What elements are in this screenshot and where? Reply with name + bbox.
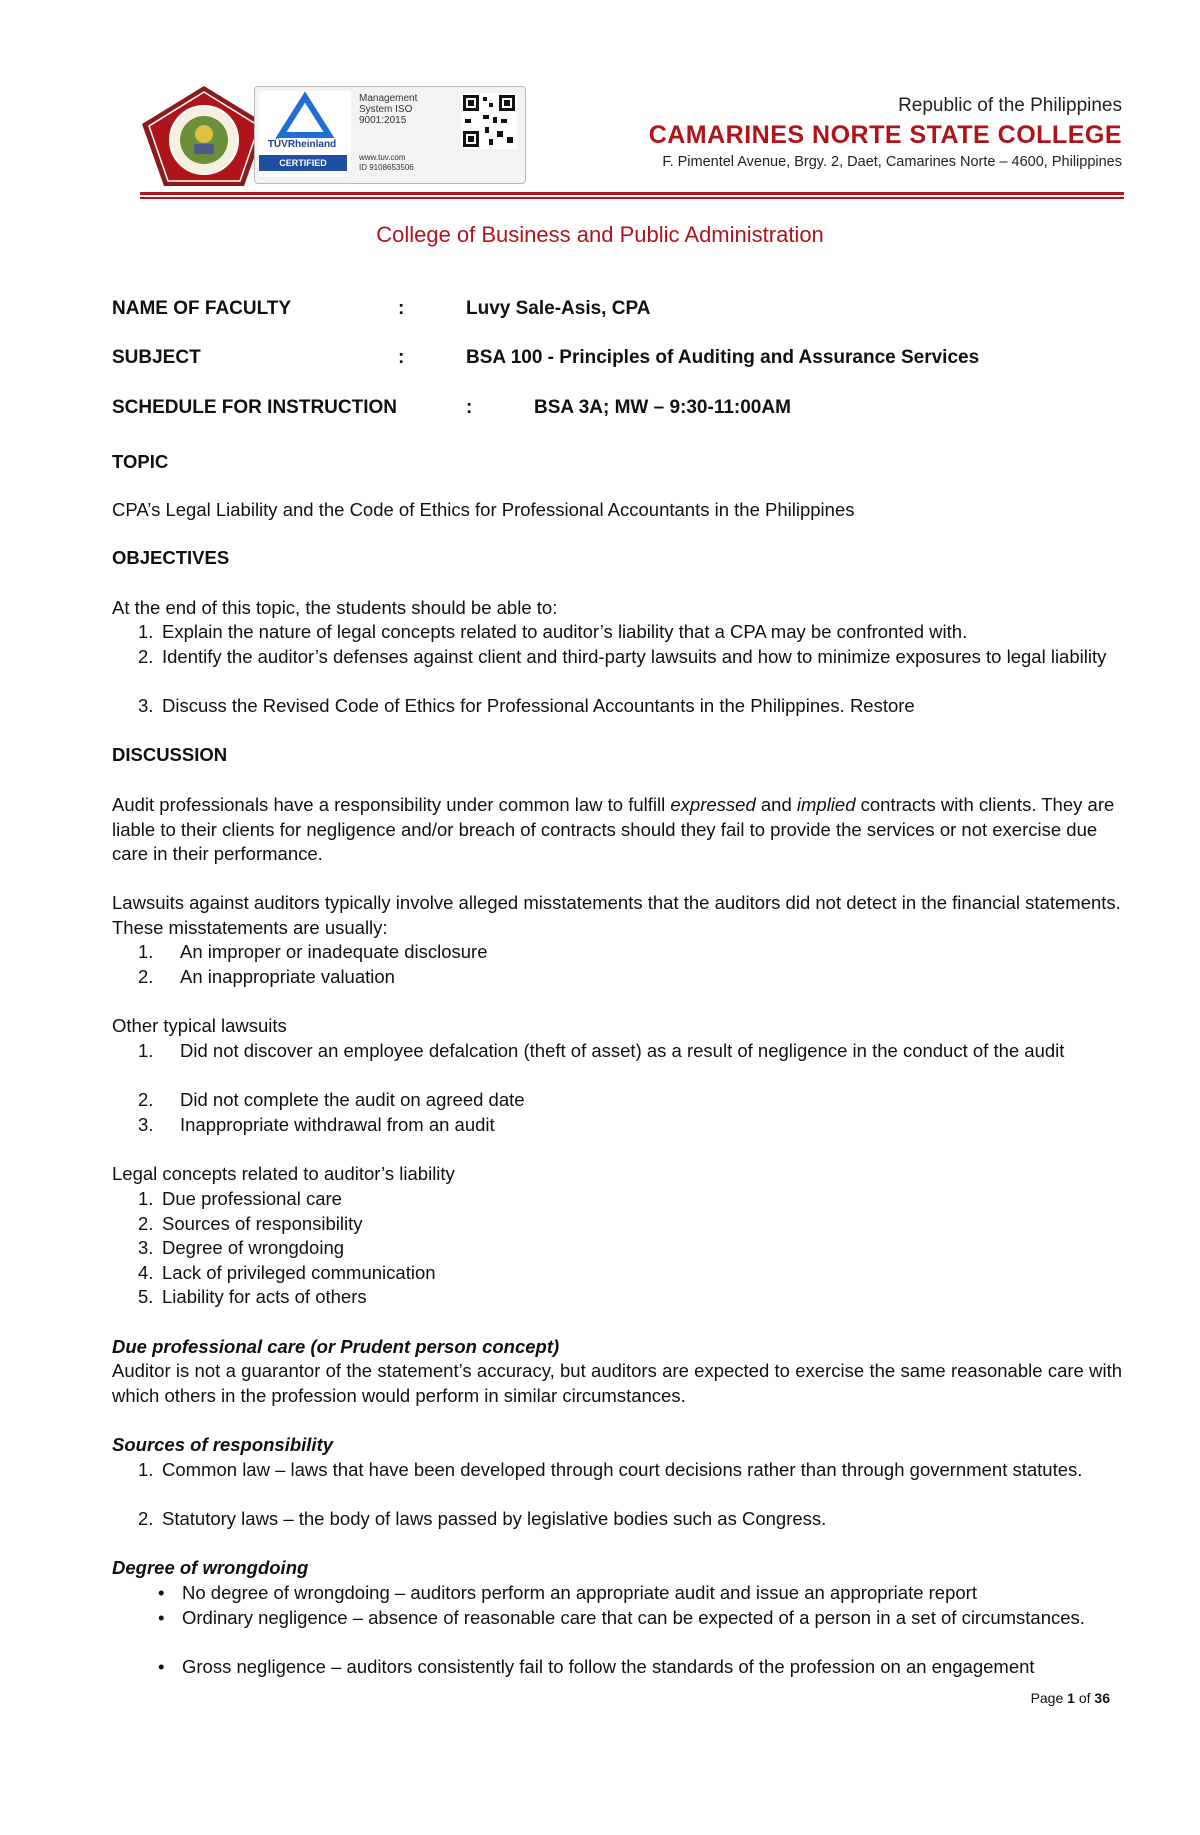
para1-emphasis-expressed: expressed — [670, 794, 756, 815]
other-lawsuits-intro: Other typical lawsuits — [112, 1015, 287, 1036]
iso-certification-badge — [254, 86, 526, 184]
due-care-text: Auditor is not a guarantor of the statement’s accuracy, but auditors are expected to exercise the same reasonable care with which others in the profession would perform in similar circumstances. — [112, 1360, 1122, 1406]
faculty-colon: : — [398, 298, 405, 319]
bullet-icon: • — [158, 1656, 165, 1677]
discussion-paragraph-1 — [112, 793, 1122, 867]
wrongdoing-text: Ordinary negligence – absence of reasonable care that can be expected of a person in a set of circumstances. — [182, 1607, 1085, 1628]
source-num: 1. — [138, 1459, 154, 1480]
qr-code-icon — [461, 93, 517, 149]
faculty-label: NAME OF FACULTY — [112, 298, 292, 319]
other-lawsuit-num: 3. — [138, 1114, 154, 1135]
bullet-icon: • — [158, 1607, 165, 1628]
objective-text: Discuss the Revised Code of Ethics for Professional Accountants in the Philippines. Restore — [162, 695, 915, 716]
legal-concept-num: 3. — [138, 1237, 154, 1258]
wrongdoing-text: Gross negligence – auditors consistently fail to follow the standards of the profession on an engagement — [182, 1656, 1035, 1677]
subject-value: BSA 100 - Principles of Auditing and Assurance Services — [466, 347, 980, 368]
header-divider — [140, 192, 1124, 200]
page-word: Page — [1030, 1690, 1064, 1706]
iso-web-info — [359, 153, 414, 173]
college-address: F. Pimentel Avenue, Brgy. 2, Daet, Camarines Norte – 4600, Philippines — [662, 154, 1122, 170]
sources-heading: Sources of responsibility — [112, 1434, 334, 1455]
discussion-heading: DISCUSSION — [112, 744, 228, 765]
topic-heading: TOPIC — [112, 451, 169, 472]
schedule-colon: : — [466, 397, 473, 418]
para1-emphasis-implied: implied — [796, 794, 856, 815]
source-text: Common law – laws that have been developed through court decisions rather than through government statutes. — [162, 1459, 1083, 1480]
faculty-value: Luvy Sale-Asis, CPA — [466, 298, 651, 319]
legal-concept-text: Lack of privileged communication — [162, 1262, 436, 1283]
legal-concept-num: 5. — [138, 1286, 154, 1307]
para1-text-a: Audit professionals have a responsibility under common law to fulfill — [112, 794, 671, 815]
legal-concept-num: 4. — [138, 1262, 154, 1283]
topic-text: CPA’s Legal Liability and the Code of Ethics for Professional Accountants in the Philippines — [112, 499, 855, 520]
republic-label: Republic of the Philippines — [898, 95, 1122, 116]
legal-concept-text: Liability for acts of others — [162, 1286, 367, 1307]
source-text: Statutory laws – the body of laws passed by legislative bodies such as Congress. — [162, 1508, 827, 1529]
legal-concept-num: 1. — [138, 1188, 154, 1209]
college-seal-icon — [138, 84, 270, 188]
other-lawsuit-num: 2. — [138, 1089, 154, 1110]
source-num: 2. — [138, 1508, 154, 1529]
iso-id: ID 9108653506 — [359, 163, 414, 172]
department-title: College of Business and Public Administration — [376, 222, 824, 247]
wrongdoing-heading: Degree of wrongdoing — [112, 1557, 309, 1578]
discussion-paragraph-2: Lawsuits against auditors typically involve alleged misstatements that the auditors did not detect in the financial statements. These misstatements are usually: — [112, 892, 1121, 938]
objective-text: Identify the auditor’s defenses against client and third-party lawsuits and how to minimize exposures to legal liability — [162, 646, 1107, 667]
legal-concept-num: 2. — [138, 1213, 154, 1234]
objectives-intro: At the end of this topic, the students should be able to: — [112, 597, 558, 618]
objective-num: 1. — [138, 621, 154, 642]
of-word: of — [1078, 1690, 1091, 1706]
other-lawsuit-text: Inappropriate withdrawal from an audit — [180, 1114, 495, 1135]
page-number: 1 — [1067, 1690, 1075, 1706]
legal-concepts-intro: Legal concepts related to auditor’s liability — [112, 1163, 455, 1184]
college-header — [649, 94, 1122, 172]
objective-num: 2. — [138, 646, 154, 667]
legal-concept-text: Degree of wrongdoing — [162, 1237, 345, 1258]
other-lawsuit-text: Did not complete the audit on agreed date — [180, 1089, 525, 1110]
objectives-heading: OBJECTIVES — [112, 547, 230, 568]
misstatement-num: 2. — [138, 966, 154, 987]
misstatement-num: 1. — [138, 941, 154, 962]
misstatement-text: An improper or inadequate disclosure — [180, 941, 488, 962]
subject-label: SUBJECT — [112, 347, 201, 368]
subject-colon: : — [398, 347, 405, 368]
objective-text: Explain the nature of legal concepts related to auditor’s liability that a CPA may be confronted with. — [162, 621, 968, 642]
para1-text-b: and — [755, 794, 797, 815]
legal-concept-text: Due professional care — [162, 1188, 342, 1209]
legal-concept-text: Sources of responsibility — [162, 1213, 363, 1234]
tuv-brand-label: TÜVRheinland — [267, 139, 337, 150]
schedule-value: BSA 3A; MW – 9:30-11:00AM — [534, 397, 791, 418]
other-lawsuit-text: Did not discover an employee defalcation (theft of asset) as a result of negligence in the conduct of the audit — [180, 1040, 1065, 1061]
college-name: CAMARINES NORTE STATE COLLEGE — [648, 121, 1122, 149]
misstatement-text: An inappropriate valuation — [180, 966, 395, 987]
management-system-label: Management System ISO 9001:2015 — [359, 93, 418, 126]
para1-text-c: contracts with clients. They are liable to their clients for negligence and/or breach of contracts should they fail to provide the services or not exercise due care in their performance. — [112, 794, 1115, 864]
page-footer — [1031, 1690, 1110, 1706]
other-lawsuit-num: 1. — [138, 1040, 154, 1061]
iso-website: www.tuv.com — [359, 153, 406, 162]
tuv-triangle-icon — [259, 91, 351, 141]
page-total: 36 — [1094, 1690, 1110, 1706]
bullet-icon: • — [158, 1582, 165, 1603]
schedule-label: SCHEDULE FOR INSTRUCTION — [112, 397, 397, 418]
due-care-heading: Due professional care (or Prudent person concept) — [112, 1336, 560, 1357]
wrongdoing-text: No degree of wrongdoing – auditors perform an appropriate audit and issue an appropriate report — [182, 1582, 977, 1603]
certified-label: CERTIFIED — [259, 155, 347, 171]
objective-num: 3. — [138, 695, 154, 716]
